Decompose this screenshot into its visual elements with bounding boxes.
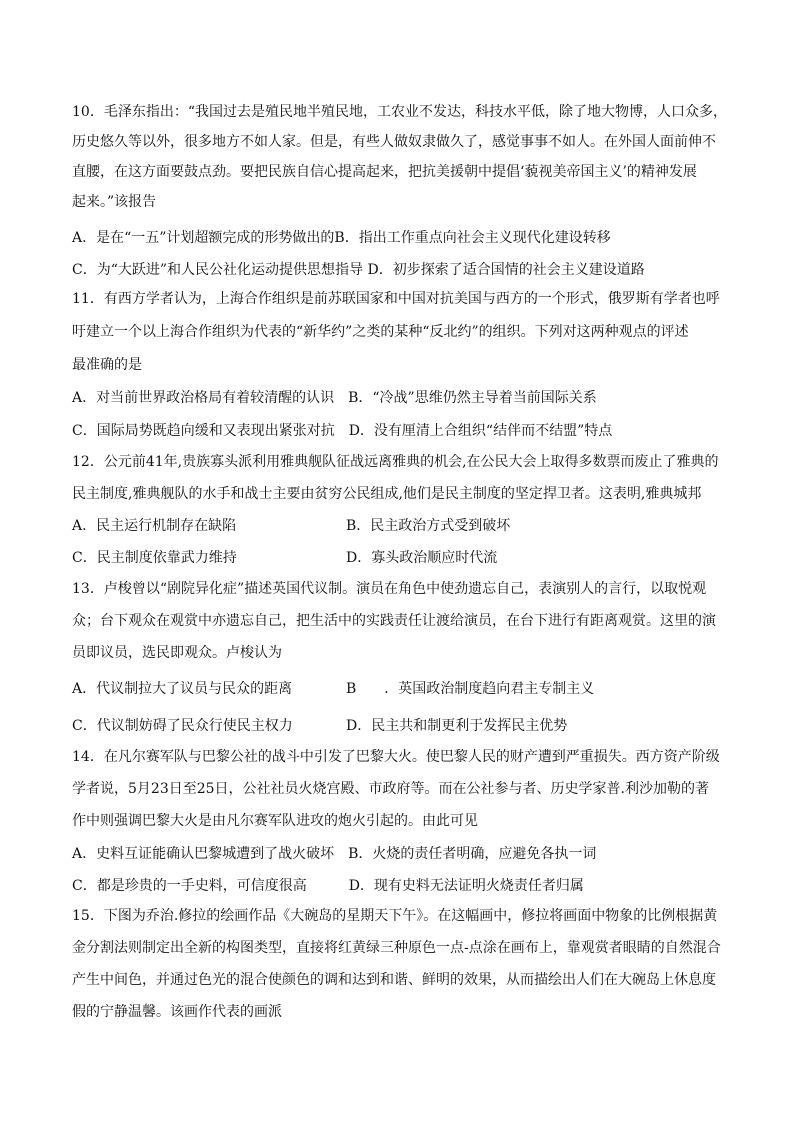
q13-stem-line-3: 员即议员，选民即观众。卢梭认为 xyxy=(72,645,282,661)
q11-stem-line-2: 吁建立一个以上海合作组织为代表的“新华约”之类的某种“反北约”的组织。下列对这两种观点的评述 xyxy=(72,324,689,340)
q14-stem-line-1: 14．在凡尔赛军队与巴黎公社的战斗中引发了巴黎大火。使巴黎人民的财产遭到严重损失。西方资产阶级 xyxy=(72,749,720,765)
q13-option-a: A．代议制拉大了议员与民众的距离 xyxy=(72,681,293,697)
q13-option-b: B ．英国政治制度趋向君主专制主义 xyxy=(346,681,595,697)
q12-stem-line-2: 民主制度,雅典舰队的水手和战士主要由贫穷公民组成,他们是民主制度的坚定捍卫者。这表明,雅典城邦 xyxy=(72,486,702,502)
q11-stem-line-3: 最准确的是 xyxy=(72,357,142,373)
q10-option-cd: C．为“大跃进”和人民公社化运动提供思想指导 D．初步探索了适合国情的社会主义建设道路 xyxy=(72,262,645,278)
q15-stem-line-2: 金分割法则制定出全新的构图类型，直接将红黄绿三种原色一点-点涂在画布上，靠观赏者眼睛的自然混合 xyxy=(72,940,721,956)
q13-option-c: C．代议制妨碍了民众行使民主权力 xyxy=(72,718,293,734)
q11-option-cd: C．国际局势既趋向缓和又表现出紧张对抗 D．没有厘清上合组织“结伴而不结盟”特点 xyxy=(72,423,613,439)
q15-stem-line-3: 产生中间色，并通过色光的混合使颜色的调和达到和谐、鲜明的效果，从而描绘出人们在大碗岛上休息度 xyxy=(72,972,716,988)
q11-stem-line-1: 11．有西方学者认为，上海合作组织是前苏联国家和中国对抗美国与西方的一个形式，俄罗斯有学者也呼 xyxy=(72,291,720,307)
q10-stem-line-3: 直腰，在这方面要鼓点劲。要把民族自信心提高起来，把抗美援朝中提倡‘藐视美帝国主义’的精神发展 xyxy=(72,164,697,180)
q14-option-cd: C．都是珍贵的一手史料，可信度很高 D．现有史料无法证明火烧责任者归属 xyxy=(72,878,584,894)
q12-stem-line-1: 12．公元前41年,贵族寡头派利用雅典舰队征战远离雅典的机会,在公民大会上取得多数票而废止了雅典的 xyxy=(72,454,719,470)
q15-stem-line-1: 15．下图为乔治.修拉的绘画作品《大碗岛的星期天下午》。在这幅画中，修拉将画面中物象的比例根据黄 xyxy=(72,908,718,924)
q13-stem-line-1: 13．卢梭曾以“剧院异化症”描述英国代议制。演员在角色中使劲遗忘自己，表演别人的言行，以取悦观 xyxy=(72,581,707,597)
q12-option-d: D．寡头政治顺应时代流 xyxy=(346,550,498,566)
q11-option-ab: A．对当前世界政治格局有着较清醒的认识 B．“冷战”思维仍然主导着当前国际关系 xyxy=(72,390,597,406)
q10-option-ab: A．是在“一五”计划超额完成的形势做出的B．指出工作重点向社会主义现代化建设转移 xyxy=(72,230,611,246)
q13-stem-line-2: 众；台下观众在观赏中亦遗忘自己，把生活中的实践责任让渡给演员，在台下进行有距离观赏。这里的演 xyxy=(72,613,716,629)
q10-stem-line-4: 起来。”该报告 xyxy=(72,194,157,210)
q14-stem-line-2: 学者说，5月23日至25日，公社社员火烧宫殿、市政府等。而在公社参与者、历史学家普.利沙加勒的著 xyxy=(72,781,709,797)
q12-option-b: B．民主政治方式受到破坏 xyxy=(346,518,511,534)
q15-stem-line-4: 假的宁静温馨。该画作代表的画派 xyxy=(72,1004,282,1020)
q12-option-a: A．民主运行机制存在缺陷 xyxy=(72,518,237,534)
q10-stem-line-2: 历史悠久等以外，很多地方不如人家。但是，有些人做奴隶做久了，感觉事事不如人。在外国人面前伸不 xyxy=(72,134,716,150)
q13-option-d: D．民主共和制更利于发挥民主优势 xyxy=(346,718,568,734)
q14-stem-line-3: 作中则强调巴黎大火是由凡尔赛军队进攻的炮火引起的。由此可见 xyxy=(72,813,478,829)
q10-stem-line-1: 10．毛泽东指出：“我国过去是殖民地半殖民地，工农业不发达，科技水平低，除了地大物博，人口众多， xyxy=(72,104,727,120)
q12-option-c: C．民主制度依靠武力维持 xyxy=(72,550,237,566)
q14-option-ab: A．史料互证能确认巴黎城遭到了战火破坏 B．火烧的责任者明确，应避免各执一词 xyxy=(72,846,597,862)
